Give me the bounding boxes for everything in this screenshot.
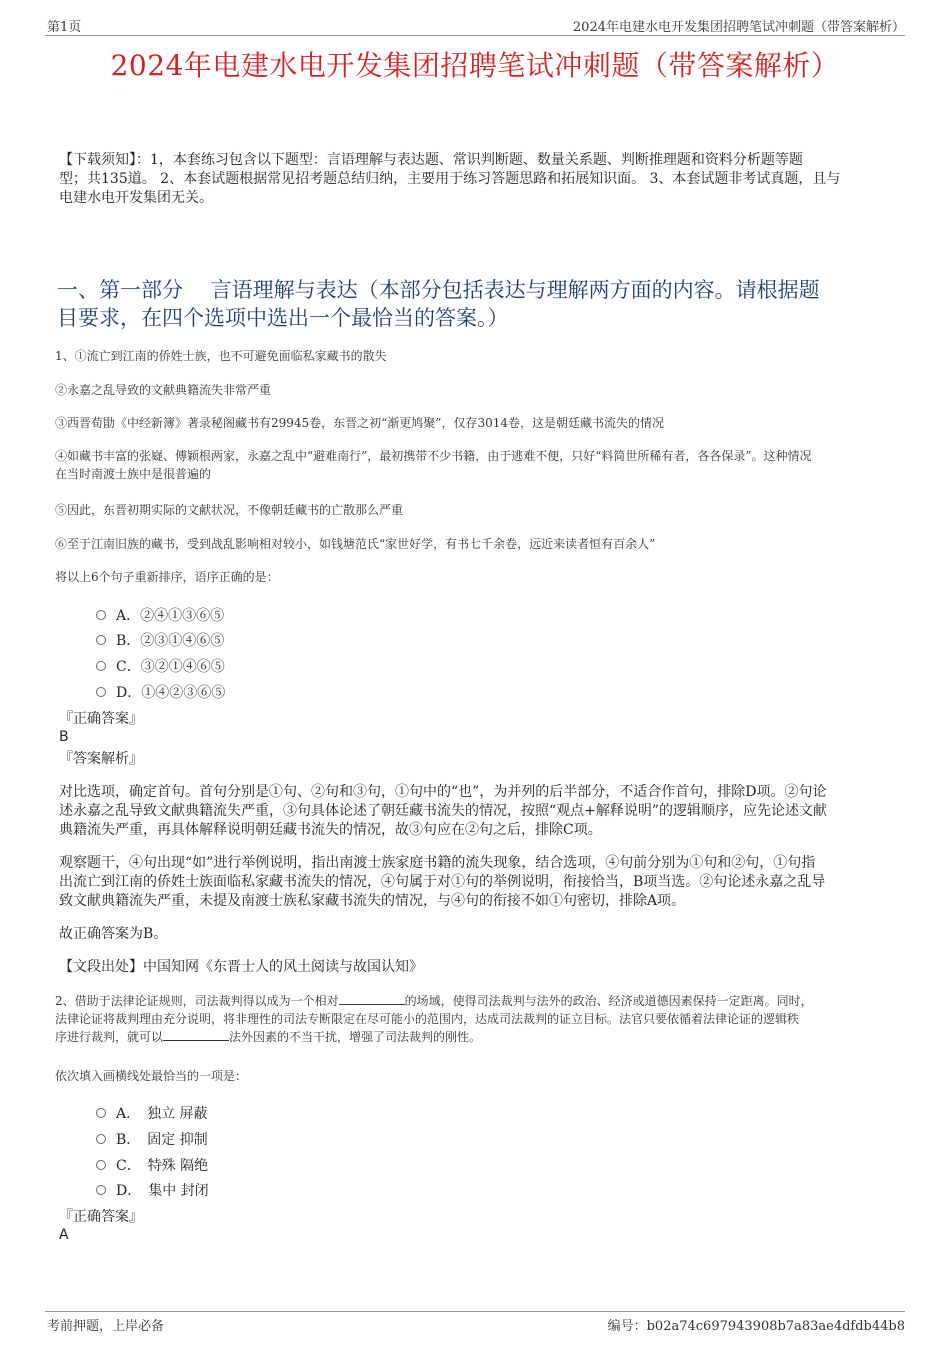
section-heading-line: 一、第一部分 言语理解与表达（本部分包括表达与理解两方面的内容。请根据题 bbox=[57, 278, 820, 302]
q2-option-a[interactable] bbox=[96, 1103, 208, 1123]
radio-icon[interactable] bbox=[96, 687, 106, 697]
footer-slogan: 考前押题，上岸必备 bbox=[47, 1319, 165, 1334]
q1-sentence-4 bbox=[55, 447, 812, 483]
answer-blank bbox=[163, 1028, 229, 1041]
radio-icon[interactable] bbox=[96, 635, 106, 645]
q1-analysis-label: 『答案解析』 bbox=[59, 751, 143, 767]
analysis-line: 对比选项，确定首句。首句分别是①句、②句和③句，①句中的“也”，为并列的后半部分，不适合作首句，排除D项。②句论 bbox=[59, 784, 827, 800]
q1-conclusion: 故正确答案为B。 bbox=[59, 926, 168, 942]
q1-analysis-paragraph-2 bbox=[59, 854, 909, 911]
radio-icon[interactable] bbox=[96, 610, 106, 620]
option-label: B．②③①④⑥⑤ bbox=[116, 633, 225, 649]
option-label: A． 独立 屏蔽 bbox=[116, 1106, 208, 1122]
running-title: 2024年电建水电开发集团招聘笔试冲刺题（带答案解析） bbox=[572, 20, 905, 35]
notice-line: 电建水电开发集团无关。 bbox=[59, 190, 213, 206]
q1-sentence-6: ⑥至于江南旧族的藏书，受到战乱影响相对较小，如钱塘范氏“家世好学，有书七千余卷，远近来读者恒有百余人” bbox=[55, 537, 656, 551]
notice-line: 型；共135道。 2、本套试题根据常见招考题总结归纳，主要用于练习答题思路和拓展知识面。 3、本套试题非考试真题，且与 bbox=[59, 171, 841, 187]
q2-prompt: 依次填入画横线处最恰当的一项是： bbox=[55, 1069, 248, 1083]
radio-icon[interactable] bbox=[96, 661, 106, 671]
analysis-line: 典籍流失严重，再具体解释说明朝廷藏书流失的情况，故③句应在②句之后，排除C项。 bbox=[59, 822, 602, 838]
download-notice bbox=[59, 151, 909, 208]
q1-sentence-4-line: ④如藏书丰富的张嶷、傅颖根两家，永嘉之乱中“避难南行”，最初携带不少书籍，由于逃难不便，只好“料简世所稀有者，各各保录”。这种情况 bbox=[55, 449, 812, 463]
option-label: A．②④①③⑥⑤ bbox=[116, 608, 225, 624]
option-label: D． 集中 封闭 bbox=[116, 1183, 209, 1199]
option-label: C．③②①④⑥⑤ bbox=[116, 659, 225, 675]
header-rule bbox=[45, 35, 905, 36]
q2-stem bbox=[55, 992, 915, 1046]
q1-sentence-5: ⑤因此，东晋初期实际的文献状况，不像朝廷藏书的亡散那么严重 bbox=[55, 503, 404, 517]
q1-sentence-1: 1、①流亡到江南的侨姓士族，也不可避免面临私家藏书的散失 bbox=[55, 349, 387, 363]
option-label: C． 特殊 隔绝 bbox=[116, 1158, 209, 1174]
radio-icon[interactable] bbox=[96, 1108, 106, 1118]
q2-answer-label: 『正确答案』 bbox=[59, 1209, 143, 1225]
section-heading-line: 目要求，在四个选项中选出一个最恰当的答案。） bbox=[57, 306, 509, 330]
q2-stem-line: 2、借助于法律论证规则，司法裁判得以成为一个相对 的场域，使得司法裁判与法外的政治、经济或道德因素保持一定距离。同时， bbox=[55, 994, 813, 1008]
q2-stem-line: 序进行裁判，就可以 法外因素的不当干扰，增强了司法裁判的刚性。 bbox=[55, 1030, 482, 1044]
option-label: D．①④②③⑥⑤ bbox=[116, 685, 226, 701]
analysis-line: 出流亡到江南的侨姓士族面临私家藏书流失的情况，④句属于对①句的举例说明，衔接恰当，B项当选。②句论述永嘉之乱导 bbox=[59, 874, 826, 890]
q1-option-b[interactable] bbox=[96, 630, 224, 650]
q1-answer-label: 『正确答案』 bbox=[59, 711, 143, 727]
q1-option-d[interactable] bbox=[96, 682, 225, 702]
option-label: B． 固定 抑制 bbox=[116, 1132, 208, 1148]
analysis-line: 观察题干，④句出现“如”进行举例说明，指出南渡士族家庭书籍的流失现象，结合选项，④句前分别为①句和②句，①句指 bbox=[59, 855, 816, 871]
q1-prompt: 将以上6个句子重新排序，语序正确的是： bbox=[55, 570, 279, 584]
q1-analysis-paragraph-1 bbox=[59, 783, 909, 840]
analysis-line: 致文献典籍流失严重，未提及南渡士族私家藏书流失的情况，与④句的衔接不如①句密切，排除A项。 bbox=[59, 893, 686, 909]
q1-option-a[interactable] bbox=[96, 605, 224, 625]
notice-line: 【下载须知】：1，本套练习包含以下题型：言语理解与表达题、常识判断题、数量关系题、判断推理题和资料分析题等题 bbox=[59, 152, 803, 168]
section-heading bbox=[57, 276, 917, 332]
document-title: 2024年电建水电开发集团招聘笔试冲刺题（带答案解析） bbox=[110, 49, 840, 82]
q1-sentence-2: ②永嘉之乱导致的文献典籍流失非常严重 bbox=[55, 383, 272, 397]
radio-icon[interactable] bbox=[96, 1185, 106, 1195]
q2-option-d[interactable] bbox=[96, 1180, 209, 1200]
q1-source: 【文段出处】中国知网《东晋士人的风土阅读与故国认知》 bbox=[59, 959, 423, 975]
q2-answer: A bbox=[59, 1227, 69, 1243]
footer-rule bbox=[45, 1311, 905, 1312]
q1-sentence-3: ③西晋荀勖《中经新簿》著录秘阁藏书有29945卷，东晋之初“渐更鸠聚”，仅存3014卷，这是朝廷藏书流失的情况 bbox=[55, 416, 664, 430]
q1-option-c[interactable] bbox=[96, 656, 225, 676]
q2-stem-line: 法律论证将裁判理由充分说明，将非理性的司法专断限定在尽可能小的范围内，达成司法裁判的证立目标。法官只要依循着法律论证的逻辑秩 bbox=[55, 1012, 800, 1026]
radio-icon[interactable] bbox=[96, 1134, 106, 1144]
q2-option-c[interactable] bbox=[96, 1155, 208, 1175]
q2-option-b[interactable] bbox=[96, 1129, 208, 1149]
q1-answer: B bbox=[59, 729, 69, 745]
q1-sentence-4-line: 在当时南渡士族中是很普遍的 bbox=[55, 467, 212, 481]
radio-icon[interactable] bbox=[96, 1160, 106, 1170]
answer-blank bbox=[339, 992, 405, 1005]
analysis-line: 述永嘉之乱导致文献典籍流失严重，③句具体论述了朝廷藏书流失的情况，按照“观点+解释说明”的逻辑顺序，应先论述文献 bbox=[59, 803, 828, 819]
page-number: 第1页 bbox=[47, 20, 82, 35]
document-code: 编号：b02a74c697943908b7a83ae4dfdb44b8 bbox=[607, 1319, 905, 1334]
